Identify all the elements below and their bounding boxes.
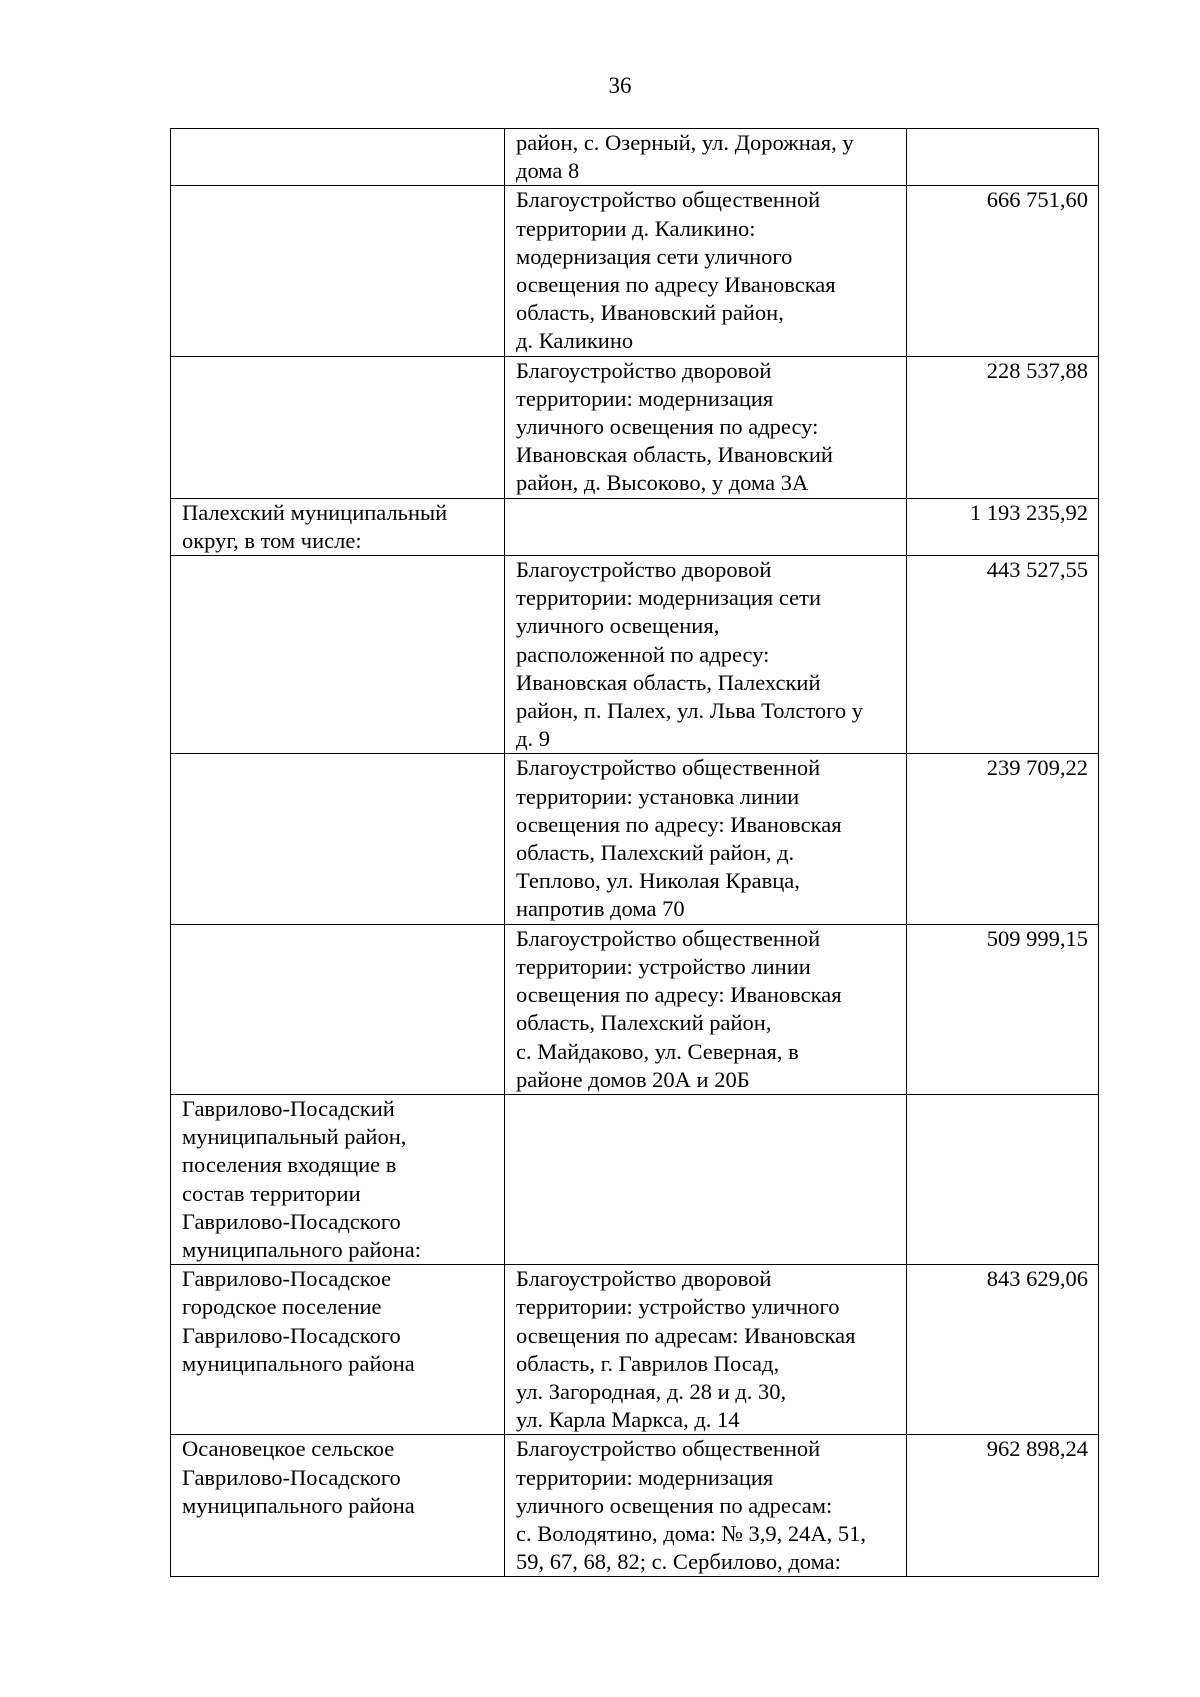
region-cell: Осановецкое сельское Гаврилово-Посадского муниципального района [171,1435,505,1577]
amount-cell: 239 709,22 [907,754,1099,924]
table-row [171,924,1099,1094]
funding-table [170,128,1099,1577]
amount-cell: 843 629,06 [907,1265,1099,1435]
amount-cell [907,129,1099,186]
amount-cell [907,1094,1099,1264]
region-cell: Палехский муниципальный округ, в том числе: [171,498,505,555]
amount-cell: 962 898,24 [907,1435,1099,1577]
amount-cell: 228 537,88 [907,356,1099,498]
table-row [171,498,1099,555]
table-row [171,1435,1099,1577]
region-cell [171,356,505,498]
description-cell: Благоустройство общественной территории д. Каликино: модернизация сети уличного освещения по адресу Ивановская область, Ивановский район, д. Каликино [505,186,907,356]
table-row [171,1094,1099,1264]
description-cell [505,498,907,555]
region-cell [171,754,505,924]
description-cell: Благоустройство дворовой территории: модернизация сети уличного освещения, расположенной по адресу: Ивановская область, Палехский район, п. Палех, ул. Льва Толстого у д. 9 [505,556,907,754]
amount-cell: 666 751,60 [907,186,1099,356]
table-row [171,754,1099,924]
region-cell: Гаврилово-Посадское городское поселение Гаврилово-Посадского муниципального района [171,1265,505,1435]
region-cell [171,129,505,186]
region-cell [171,556,505,754]
table-row [171,1265,1099,1435]
region-cell [171,924,505,1094]
table-row [171,556,1099,754]
region-cell [171,186,505,356]
amount-cell: 443 527,55 [907,556,1099,754]
description-cell: Благоустройство дворовой территории: модернизация уличного освещения по адресу: Ивановская область, Ивановский район, д. Высоково, у дома 3А [505,356,907,498]
table-row [171,186,1099,356]
description-cell: Благоустройство дворовой территории: устройство уличного освещения по адресам: Ивановская область, г. Гаврилов Посад, ул. Загородная, д. 28 и д. 30, ул. Карла Маркса, д. 14 [505,1265,907,1435]
description-cell: Благоустройство общественной территории: установка линии освещения по адресу: Ивановская область, Палехский район, д. Теплово, ул. Николая Кравца, напротив дома 70 [505,754,907,924]
description-cell [505,1094,907,1264]
page-number: 36 [608,73,632,98]
funding-table-body [171,129,1099,1577]
amount-cell: 509 999,15 [907,924,1099,1094]
region-cell: Гаврилово-Посадский муниципальный район, поселения входящие в состав территории Гаврилово-Посадского муниципального района: [171,1094,505,1264]
description-cell: Благоустройство общественной территории: устройство линии освещения по адресу: Ивановская область, Палехский район, с. Майдаково, ул. Северная, в районе домов 20А и 20Б [505,924,907,1094]
table-row [171,356,1099,498]
table-row [171,129,1099,186]
amount-cell: 1 193 235,92 [907,498,1099,555]
description-cell: Благоустройство общественной территории: модернизация уличного освещения по адресам: с. Володятино, дома: № 3,9, 24А, 51, 59, 67, 68, 82; с. Сербилово, дома: [505,1435,907,1577]
description-cell: район, с. Озерный, ул. Дорожная, у дома 8 [505,129,907,186]
